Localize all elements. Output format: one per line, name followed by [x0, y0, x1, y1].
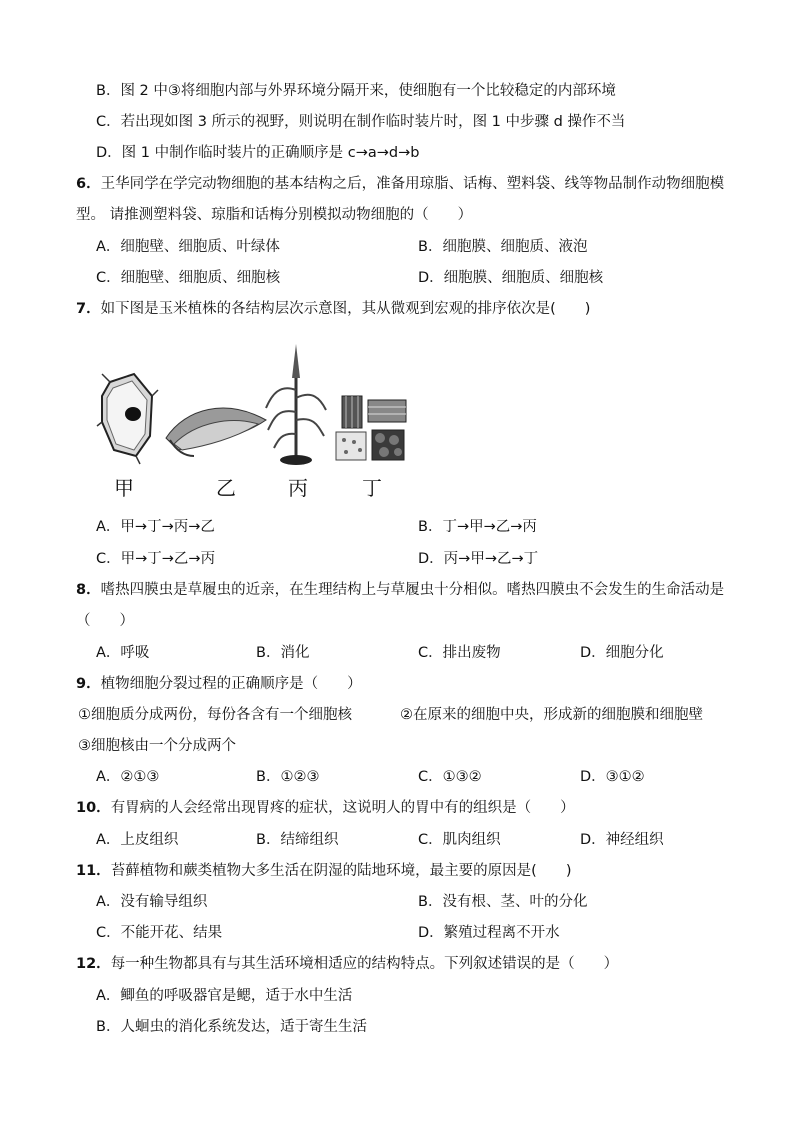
- q8-stem: [76, 580, 724, 600]
- q7-number: 7．: [76, 301, 101, 317]
- q12-number: 12．: [76, 956, 111, 972]
- q8-option-b: B．消化: [256, 645, 310, 661]
- q11-stem-text: 苔藓植物和蕨类植物大多生活在阴湿的陆地环境，最主要的原因是( ): [110, 863, 572, 879]
- q12-stem-text: 每一种生物都具有与其生活环境相适应的结构特点。下列叙述错误的是（ ）: [110, 956, 619, 972]
- q10-option-c: C．肌肉组织: [418, 832, 501, 848]
- q8-option-d: D．细胞分化: [580, 645, 664, 661]
- q10-option-b: B．结缔组织: [256, 832, 339, 848]
- q10-stem: [76, 798, 575, 818]
- q8-stem-line1: 嗜热四膜虫是草履虫的近亲，在生理结构上与草履虫十分相似。嗜热四膜虫不会发生的生命活动是: [100, 582, 725, 598]
- q10-stem-text: 有胃病的人会经常出现胃疼的症状，这说明人的胃中有的组织是（ ）: [110, 800, 575, 816]
- q6-stem: [76, 174, 724, 194]
- q8-option-c: C．排出废物: [418, 645, 501, 661]
- q7-option-d: D．丙→甲→乙→丁: [418, 551, 539, 567]
- q11-number: 11．: [76, 863, 111, 879]
- q6-option-c: C．细胞壁、细胞质、细胞核: [96, 270, 281, 286]
- q11-option-d: D．繁殖过程离不开水: [418, 925, 560, 941]
- q7-option-a: A．甲→丁→丙→乙: [96, 519, 215, 535]
- q9-item-2: ②在原来的细胞中央，形成新的细胞膜和细胞壁: [400, 707, 703, 723]
- q10-option-d: D．神经组织: [580, 832, 664, 848]
- q6-option-a: A．细胞壁、细胞质、叶绿体: [96, 239, 280, 255]
- q11-option-c: C．不能开花、结果: [96, 925, 223, 941]
- q5-option-c: C．若出现如图 3 所示的视野，则说明在制作临时装片时，图 1 中步骤 d 操作不当: [96, 114, 626, 130]
- q8-number: 8．: [76, 582, 101, 598]
- q12-stem: [76, 954, 618, 974]
- q6-option-b: B．细胞膜、细胞质、液泡: [418, 239, 588, 255]
- q10-number: 10．: [76, 800, 111, 816]
- q11-stem: [76, 861, 572, 881]
- q9-option-d: D．③①②: [580, 769, 645, 785]
- q12-option-a: A．鲫鱼的呼吸器官是鳃，适于水中生活: [96, 988, 353, 1004]
- q9-number: 9．: [76, 676, 101, 692]
- q5-option-b: B．图 2 中③将细胞内部与外界环境分隔开来，使细胞有一个比较稳定的内部环境: [96, 83, 616, 99]
- corn-plant-image: [266, 344, 326, 465]
- q6-stem-line1: 王华同学在学完动物细胞的基本结构之后，准备用琼脂、话梅、塑料袋、线等物品制作动物细胞模: [100, 176, 725, 192]
- q7-option-b: B．丁→甲→乙→丙: [418, 519, 537, 535]
- q7-option-c: C．甲→丁→乙→丙: [96, 551, 216, 567]
- q11-option-a: A．没有输导组织: [96, 894, 208, 910]
- corn-ear-image: [166, 408, 266, 456]
- q8-stem-line2: （ ）: [76, 613, 134, 629]
- plant-cell-image: [97, 374, 158, 464]
- q9-option-a: A．②①③: [96, 769, 160, 785]
- q8-option-a: A．呼吸: [96, 645, 150, 661]
- q7-stem: [76, 299, 590, 319]
- figure-label-bing: 丙: [288, 476, 308, 500]
- q9-stem-text: 植物细胞分裂过程的正确顺序是（ ）: [100, 676, 362, 692]
- q9-stem: [76, 674, 362, 694]
- figure-label-yi: 乙: [216, 476, 236, 500]
- figure-label-jia: 甲: [114, 476, 134, 500]
- q9-item-1: ①细胞质分成两份，每份各含有一个细胞核: [78, 707, 352, 723]
- q9-option-b: B．①②③: [256, 769, 320, 785]
- q7-stem-text: 如下图是玉米植株的各结构层次示意图，其从微观到宏观的排序依次是( ): [100, 301, 591, 317]
- q6-number: 6．: [76, 176, 101, 192]
- q9-option-c: C．①③②: [418, 769, 482, 785]
- q10-option-a: A．上皮组织: [96, 832, 179, 848]
- q6-stem-line2: 型。 请推测塑料袋、琼脂和话梅分别模拟动物细胞的（ ）: [76, 207, 473, 223]
- q6-option-d: D．细胞膜、细胞质、细胞核: [418, 270, 604, 286]
- figure-label-ding: 丁: [362, 476, 382, 500]
- q12-option-b: B．人蛔虫的消化系统发达，适于寄生生活: [96, 1019, 367, 1035]
- q9-item-3: ③细胞核由一个分成两个: [78, 738, 236, 754]
- q11-option-b: B．没有根、茎、叶的分化: [418, 894, 588, 910]
- q5-option-d: D．图 1 中制作临时装片的正确顺序是 c→a→d→b: [96, 145, 420, 161]
- tissue-images: [336, 396, 406, 460]
